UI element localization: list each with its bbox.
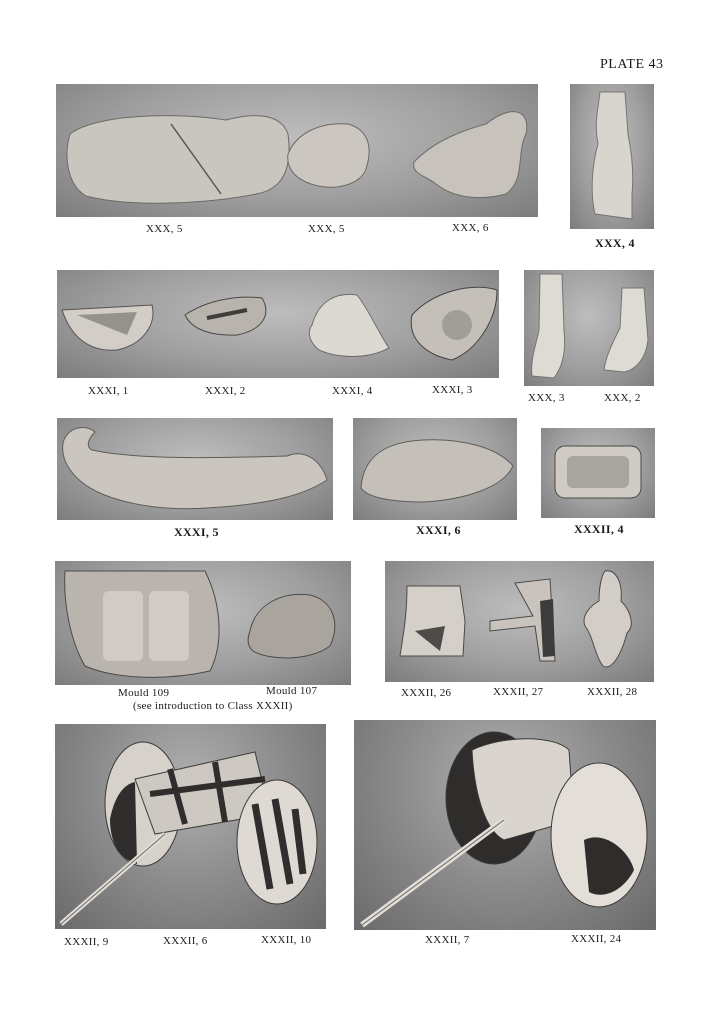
photo-xxx-3-2-legs <box>524 270 654 386</box>
caption-xxx-2: XXX, 2 <box>604 392 641 404</box>
fittings-illustration <box>385 561 654 682</box>
box-illustration <box>541 428 655 518</box>
chariot-illustration-left <box>55 724 326 929</box>
caption-note: (see introduction to Class XXXII) <box>133 700 293 712</box>
caption-xxxii-7: XXXII, 7 <box>425 934 470 946</box>
caption-xxxi-6: XXXI, 6 <box>416 523 461 537</box>
boat-illustration <box>57 418 333 520</box>
caption-xxxii-28: XXXII, 28 <box>587 686 638 698</box>
caption-xxxi-1: XXXI, 1 <box>88 385 129 397</box>
caption-xxxii-6: XXXII, 6 <box>163 935 208 947</box>
caption-mould-109: Mould 109 <box>118 687 170 699</box>
vessel-fragment-illustration <box>353 418 517 520</box>
moulds-illustration <box>55 561 351 685</box>
photo-xxxi-6 <box>353 418 517 520</box>
caption-xxxi-2: XXXI, 2 <box>205 385 246 397</box>
caption-xxxii-4: XXXII, 4 <box>574 522 624 536</box>
caption-xxx-5-b: XXX, 5 <box>308 223 345 235</box>
photo-xxxii-4 <box>541 428 655 518</box>
legs-illustration <box>524 270 654 386</box>
photo-row2-fragments <box>57 270 499 378</box>
caption-xxx-5-a: XXX, 5 <box>146 223 183 235</box>
caption-xxxi-3: XXXI, 3 <box>432 384 473 396</box>
caption-xxxi-5: XXXI, 5 <box>174 525 219 539</box>
caption-xxxii-10: XXXII, 10 <box>261 934 312 946</box>
caption-xxxi-4: XXXI, 4 <box>332 385 373 397</box>
leg-fragment-illustration <box>570 84 654 229</box>
plate-title: PLATE 43 <box>600 57 664 72</box>
caption-mould-107: Mould 107 <box>266 685 318 697</box>
photo-chariot-right <box>354 720 656 930</box>
caption-xxxii-9: XXXII, 9 <box>64 936 109 948</box>
caption-xxxii-24: XXXII, 24 <box>571 933 622 945</box>
fragments-illustration <box>56 84 538 217</box>
photo-xxx-4 <box>570 84 654 229</box>
photo-xxxii-26-27-28 <box>385 561 654 682</box>
caption-xxxii-26: XXXII, 26 <box>401 687 452 699</box>
chariot-illustration-right <box>354 720 656 930</box>
caption-xxxii-27: XXXII, 27 <box>493 686 544 698</box>
caption-xxx-6: XXX, 6 <box>452 222 489 234</box>
caption-xxx-3: XXX, 3 <box>528 392 565 404</box>
photo-xxxi-5 <box>57 418 333 520</box>
photo-row1-fragments <box>56 84 538 217</box>
painted-fragments-illustration <box>57 270 499 378</box>
caption-xxx-4: XXX, 4 <box>595 236 635 250</box>
photo-chariot-left <box>55 724 326 929</box>
photo-moulds <box>55 561 351 685</box>
